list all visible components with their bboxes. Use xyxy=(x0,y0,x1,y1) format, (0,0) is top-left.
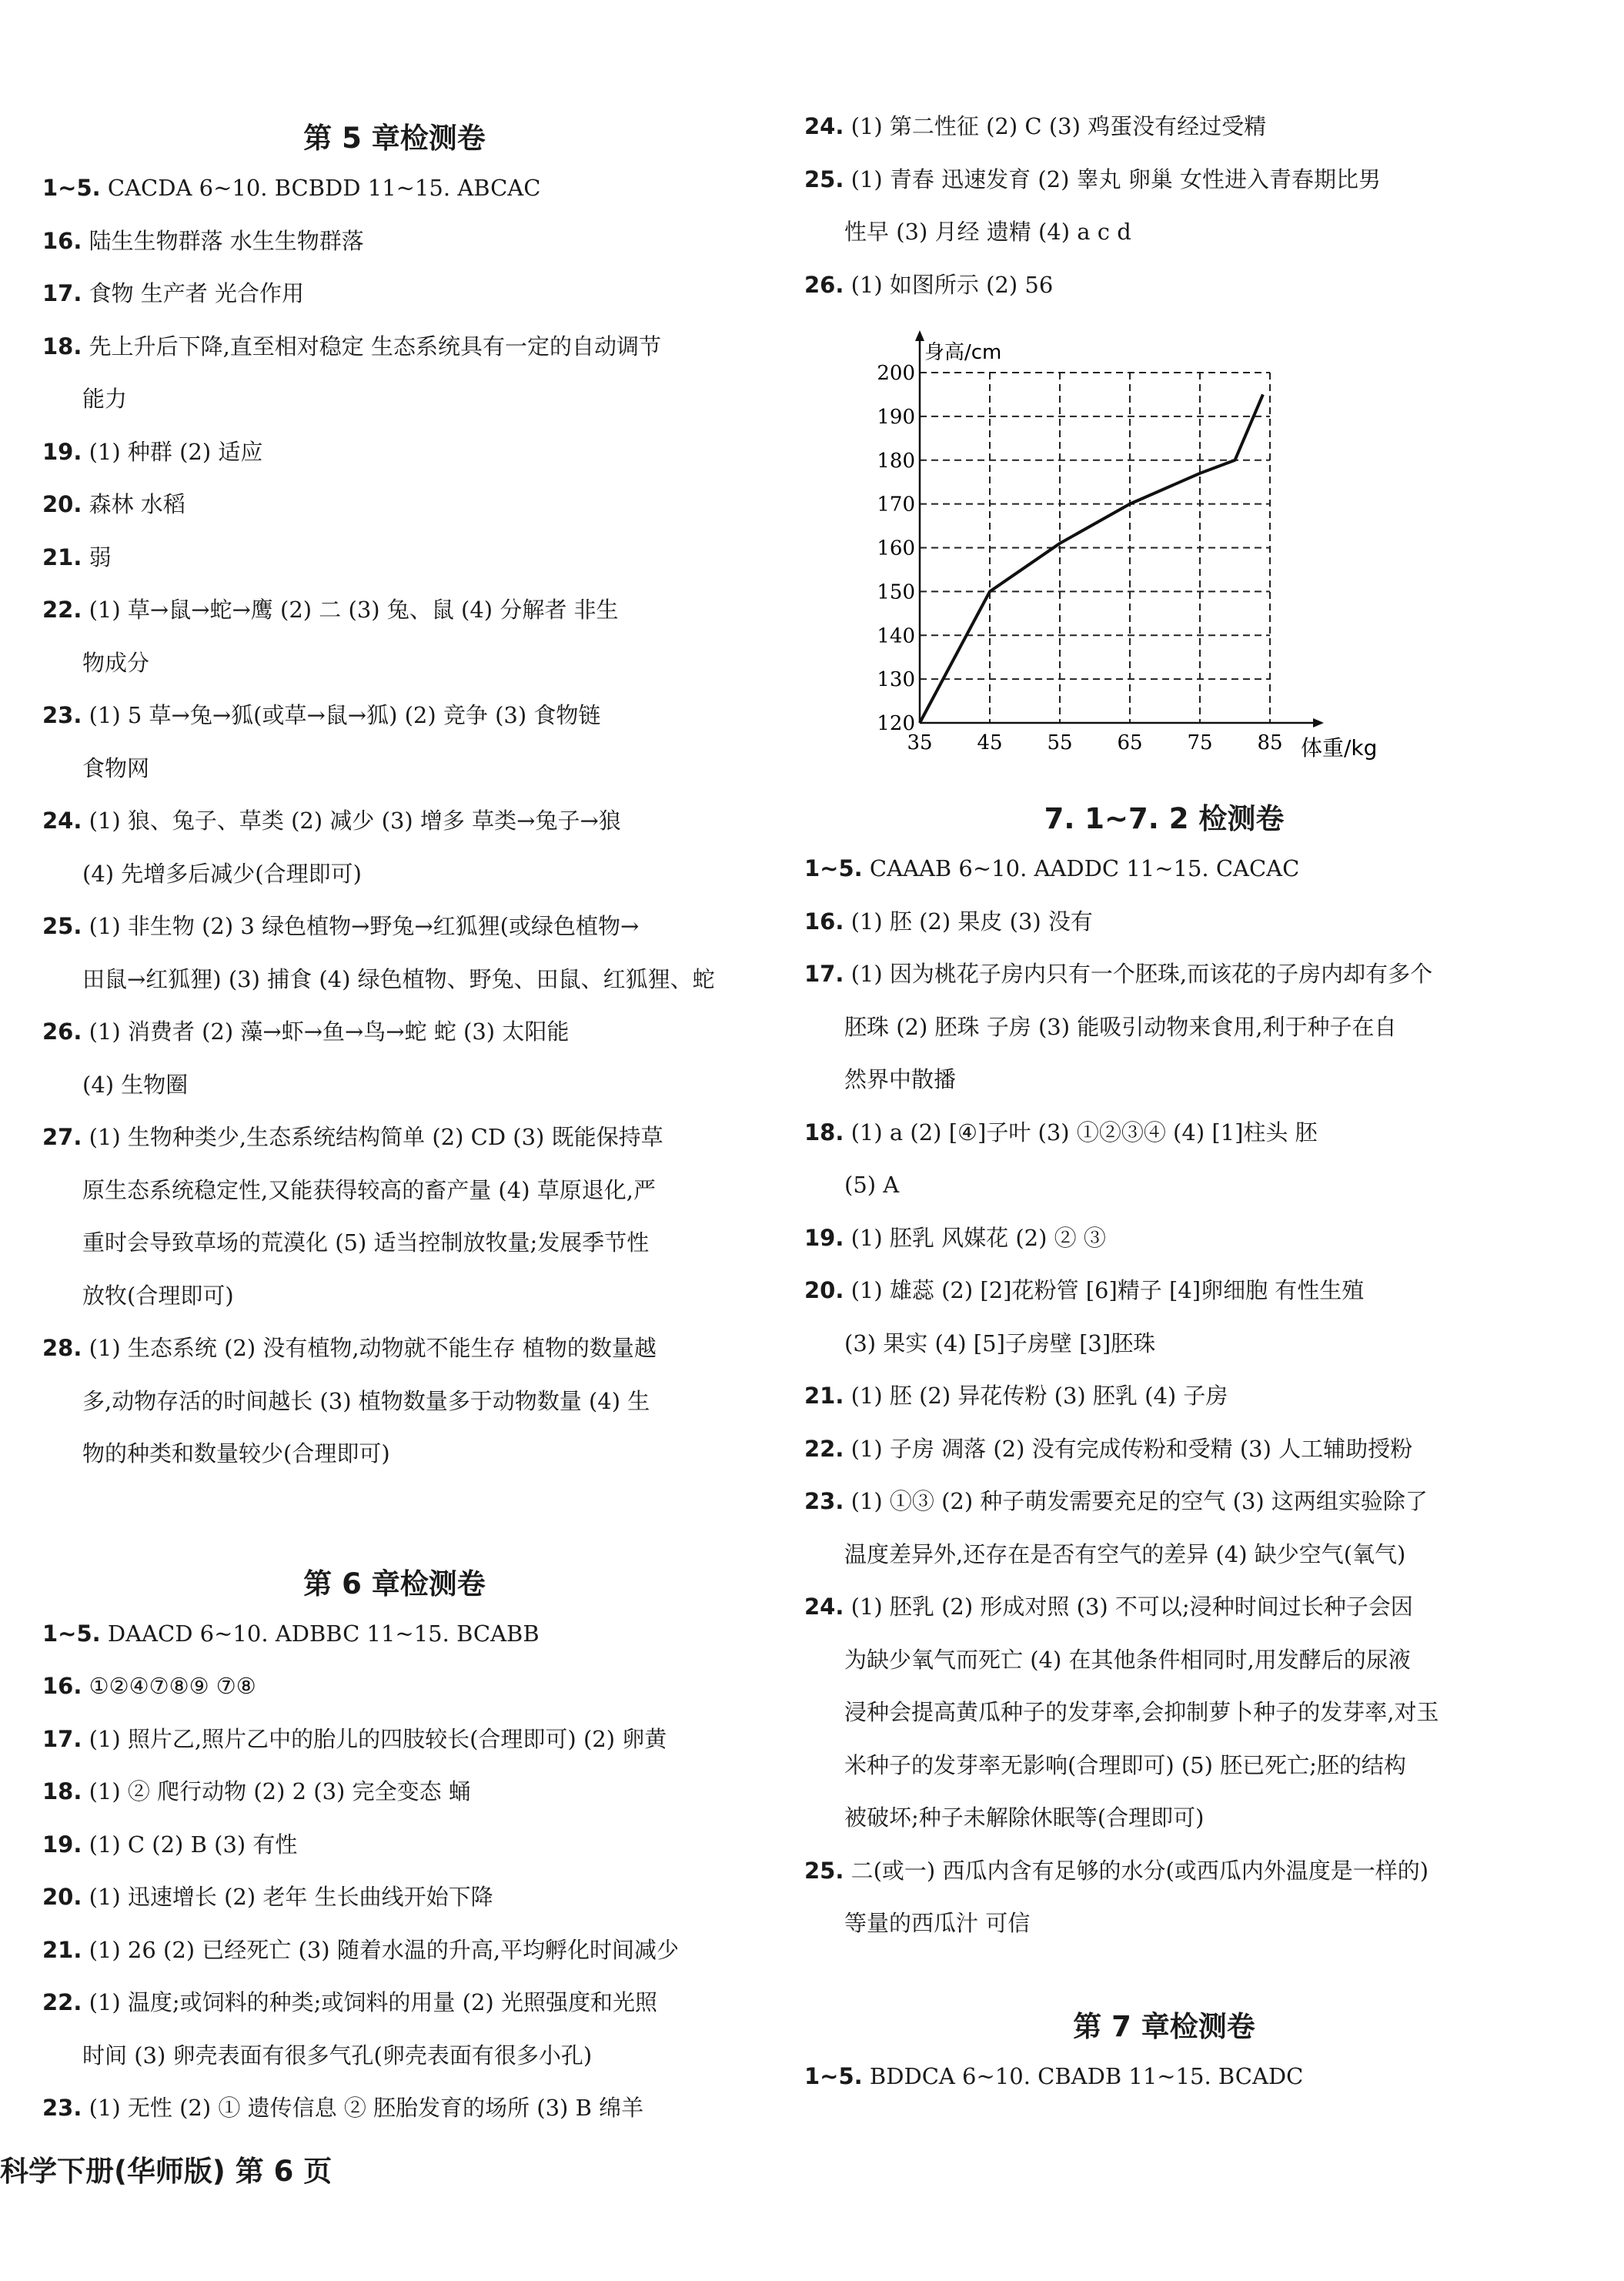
answer-text: (1) 生物种类少,生态系统结构简单 (2) CD (3) 既能保持草 xyxy=(82,1124,663,1150)
question-number: 1~5. xyxy=(804,2062,863,2089)
question-number: 20. xyxy=(42,1884,82,1910)
question-number: 25. xyxy=(804,1857,844,1884)
answer-line xyxy=(42,900,747,953)
answer-text: (1) 胚 (2) 异花传粉 (3) 胚乳 (4) 子房 xyxy=(844,1383,1228,1409)
answer-line xyxy=(42,162,747,215)
answer-text: (1) 照片乙,照片乙中的胎儿的四肢较长(合理即可) (2) 卵黄 xyxy=(82,1725,667,1752)
y-tick-label: 130 xyxy=(877,668,915,692)
y-tick-label: 170 xyxy=(877,493,915,517)
question-number: 24. xyxy=(804,1594,844,1620)
question-number: 22. xyxy=(804,1435,844,1462)
y-tick-label: 140 xyxy=(877,624,915,648)
question-number: 26. xyxy=(42,1018,82,1045)
answer-text: (1) 胚乳 (2) 形成对照 (3) 不可以;浸种时间过长种子会因 xyxy=(844,1594,1413,1620)
question-number: 26. xyxy=(804,271,844,298)
answer-line xyxy=(804,2050,1524,2103)
question-number: 27. xyxy=(42,1124,82,1150)
answer-text: 浸种会提高黄瓜种子的发芽率,会抑制萝卜种子的发芽率,对玉 xyxy=(844,1699,1439,1725)
answer-text: (1) 生态系统 (2) 没有植物,动物就不能生存 植物的数量越 xyxy=(82,1335,657,1361)
answer-line xyxy=(42,1059,747,1112)
answer-text: (3) 果实 (4) [5]子房壁 [3]胚珠 xyxy=(844,1329,1156,1356)
answer-text: (1) C (2) B (3) 有性 xyxy=(82,1831,298,1858)
answer-text: (1) 如图所示 (2) 56 xyxy=(844,271,1054,298)
answer-line xyxy=(804,948,1524,1001)
section-7-1-answers xyxy=(804,842,1524,1950)
x-tick-label: 35 xyxy=(907,731,933,754)
answer-text: (4) 生物圈 xyxy=(82,1071,189,1098)
x-tick-label: 65 xyxy=(1117,731,1143,754)
answer-text: 等量的西瓜汁 可信 xyxy=(844,1910,1031,1936)
question-number: 22. xyxy=(42,597,82,623)
answer-line xyxy=(42,1871,747,1924)
answer-text: CACDA 6~10. BCBDD 11~15. ABCAC xyxy=(100,175,541,201)
answer-line xyxy=(42,689,747,742)
answer-text: CAAAB 6~10. AADDC 11~15. CACAC xyxy=(862,855,1300,881)
y-axis-arrow-icon xyxy=(915,330,924,341)
question-number: 18. xyxy=(42,333,82,360)
answer-text: 温度差异外,还存在是否有空气的差异 (4) 缺少空气(氧气) xyxy=(844,1540,1406,1567)
y-tick-label: 200 xyxy=(877,362,915,385)
answer-line xyxy=(42,1976,747,2029)
answer-text: 多,动物存活的时间越长 (3) 植物数量多于动物数量 (4) 生 xyxy=(82,1387,650,1414)
answer-text: (1) 种群 (2) 适应 xyxy=(82,438,263,465)
answer-line xyxy=(804,1370,1524,1423)
answer-line xyxy=(42,584,747,637)
answer-line xyxy=(804,1791,1524,1845)
answer-text: 胚珠 (2) 胚珠 子房 (3) 能吸引动物来食用,利于种子在自 xyxy=(844,1013,1397,1040)
question-number: 1~5. xyxy=(42,1620,101,1647)
question-number: 21. xyxy=(42,543,82,570)
chapter-5-title: 第 5 章检测卷 xyxy=(303,122,486,155)
height-weight-chart xyxy=(843,319,1397,781)
answer-line xyxy=(804,1580,1524,1634)
answer-line xyxy=(42,1164,747,1217)
question-number: 17. xyxy=(42,1725,82,1752)
y-tick-label: 160 xyxy=(877,537,915,560)
chapter-6-continued-answers xyxy=(804,100,1524,311)
question-number: 21. xyxy=(804,1383,844,1409)
chapter-7-answers xyxy=(804,2050,1524,2103)
question-number: 18. xyxy=(42,1778,82,1804)
question-number: 17. xyxy=(804,961,844,987)
x-axis-label: 体重/kg xyxy=(1301,735,1378,761)
question-number: 16. xyxy=(42,227,82,254)
answer-text: 先上升后下降,直至相对稳定 生态系统具有一定的自动调节 xyxy=(82,333,662,360)
answer-text: 森林 水稻 xyxy=(82,491,185,517)
answer-line xyxy=(804,259,1524,312)
answer-text: 米种子的发芽率无影响(合理即可) (5) 胚已死亡;胚的结构 xyxy=(844,1751,1406,1778)
answer-text: 物成分 xyxy=(82,649,150,676)
answer-text: (5) A xyxy=(844,1172,900,1198)
answer-line xyxy=(42,2082,747,2135)
answer-line xyxy=(804,1106,1524,1159)
answer-line xyxy=(42,1818,747,1871)
answer-line xyxy=(804,153,1524,206)
answer-text: BDDCA 6~10. CBADB 11~15. BCADC xyxy=(862,2062,1304,2089)
answer-line xyxy=(804,1212,1524,1265)
answer-text: 田鼠→红狐狸) (3) 捕食 (4) 绿色植物、野兔、田鼠、红狐狸、蛇 xyxy=(82,965,715,992)
question-number: 22. xyxy=(42,1989,82,2015)
answer-text: (1) 无性 (2) ① 遗传信息 ② 胚胎发育的场所 (3) B 绵羊 xyxy=(82,2095,644,2121)
answer-line xyxy=(804,1634,1524,1687)
answer-text: 被破坏;种子未解除休眠等(合理即可) xyxy=(844,1804,1205,1831)
question-number: 28. xyxy=(42,1335,82,1361)
x-axis-arrow-icon xyxy=(1313,718,1324,727)
chapter-6-answers xyxy=(42,1607,747,2135)
question-number: 25. xyxy=(42,913,82,939)
x-tick-label: 85 xyxy=(1257,731,1283,754)
answer-line xyxy=(804,1528,1524,1581)
answer-line xyxy=(42,2029,747,2082)
answer-text: 陆生生物群落 水生生物群落 xyxy=(82,227,364,254)
answer-line xyxy=(804,100,1524,153)
y-tick-label: 120 xyxy=(877,712,915,735)
answer-text: (1) a (2) [④]子叶 (3) ①②③④ (4) [1]柱头 胚 xyxy=(844,1119,1318,1146)
answer-line xyxy=(42,1607,747,1661)
right-column xyxy=(804,115,1524,2102)
answer-line xyxy=(804,1053,1524,1106)
answer-line xyxy=(804,842,1524,895)
left-column xyxy=(42,115,747,2135)
question-number: 1~5. xyxy=(42,175,101,201)
question-number: 23. xyxy=(42,2095,82,2121)
answer-text: 食物 生产者 光合作用 xyxy=(82,280,305,306)
section-7-1-title: 7. 1~7. 2 检测卷 xyxy=(1044,802,1285,835)
answer-text: 原生态系统稳定性,又能获得较高的畜产量 (4) 草原退化,严 xyxy=(82,1176,656,1203)
chapter-5-answers xyxy=(42,162,747,1480)
series-line-height xyxy=(920,394,1263,723)
answer-text: (1) 26 (2) 已经死亡 (3) 随着水温的升高,平均孵化时间减少 xyxy=(82,1936,680,1963)
answer-text: (1) 青春 迅速发育 (2) 睾丸 卵巢 女性进入青春期比男 xyxy=(844,166,1382,192)
question-number: 19. xyxy=(804,1224,844,1251)
question-number: 16. xyxy=(42,1673,82,1699)
question-number: 17. xyxy=(42,280,82,306)
answer-line xyxy=(42,1269,747,1323)
answer-text: 能力 xyxy=(82,386,128,412)
answer-text: 时间 (3) 卵壳表面有很多气孔(卵壳表面有很多小孔) xyxy=(82,2042,593,2069)
answer-line xyxy=(804,895,1524,948)
answer-text: (1) 雄蕊 (2) [2]花粉管 [6]精子 [4]卵细胞 有性生殖 xyxy=(844,1277,1365,1303)
question-number: 21. xyxy=(42,1936,82,1963)
answer-line xyxy=(42,848,747,901)
answer-text: 二(或一) 西瓜内含有足够的水分(或西瓜内外温度是一样的) xyxy=(844,1857,1429,1884)
answer-text: 放牧(合理即可) xyxy=(82,1282,234,1309)
answer-text: (1) 子房 凋落 (2) 没有完成传粉和受精 (3) 人工辅助授粉 xyxy=(844,1435,1413,1462)
answer-text: (1) 胚乳 风媒花 (2) ② ③ xyxy=(844,1224,1106,1251)
answer-text: (1) 5 草→兔→狐(或草→鼠→狐) (2) 竞争 (3) 食物链 xyxy=(82,702,601,728)
answer-line xyxy=(42,1111,747,1164)
chapter-6-title: 第 6 章检测卷 xyxy=(303,1567,486,1600)
height-weight-chart-area xyxy=(804,311,1524,796)
answer-line xyxy=(42,1713,747,1766)
answer-text: (1) 胚 (2) 果皮 (3) 没有 xyxy=(844,908,1093,935)
answer-line xyxy=(804,1001,1524,1054)
question-number: 24. xyxy=(42,808,82,834)
answer-line xyxy=(42,1005,747,1059)
question-number: 23. xyxy=(42,702,82,728)
answer-line xyxy=(42,953,747,1006)
answer-line xyxy=(42,426,747,479)
question-number: 23. xyxy=(804,1488,844,1514)
answer-line xyxy=(804,1897,1524,1950)
question-number: 16. xyxy=(804,908,844,935)
answer-line xyxy=(804,1317,1524,1370)
answer-line xyxy=(42,373,747,426)
answer-line xyxy=(42,794,747,848)
answer-text: (1) 消费者 (2) 藻→虾→鱼→鸟→蛇 蛇 (3) 太阳能 xyxy=(82,1018,570,1045)
answer-text: (1) 非生物 (2) 3 绿色植物→野兔→红狐狸(或绿色植物→ xyxy=(82,913,640,939)
answer-line xyxy=(42,1322,747,1375)
answer-text: (1) 草→鼠→蛇→鹰 (2) 二 (3) 兔、鼠 (4) 分解者 非生 xyxy=(82,597,619,623)
answer-text: 食物网 xyxy=(82,754,150,781)
answer-text: 为缺少氧气而死亡 (4) 在其他条件相同时,用发酵后的尿液 xyxy=(844,1646,1411,1673)
answer-text: (1) 温度;或饲料的种类;或饲料的用量 (2) 光照强度和光照 xyxy=(82,1989,657,2015)
answer-line xyxy=(804,1845,1524,1898)
answer-text: (1) 因为桃花子房内只有一个胚珠,而该花的子房内却有多个 xyxy=(844,961,1433,987)
answer-line xyxy=(804,1264,1524,1317)
question-number: 18. xyxy=(804,1119,844,1146)
answer-line xyxy=(42,742,747,795)
answer-line xyxy=(42,320,747,373)
answer-line xyxy=(804,1159,1524,1212)
answer-line xyxy=(42,1660,747,1713)
answer-line xyxy=(804,1423,1524,1476)
question-number: 1~5. xyxy=(804,855,863,881)
answer-text: ①②④⑦⑧⑨ ⑦⑧ xyxy=(82,1673,256,1699)
y-tick-label: 150 xyxy=(877,580,915,604)
answer-text: DAACD 6~10. ADBBC 11~15. BCABB xyxy=(100,1620,540,1647)
y-tick-label: 190 xyxy=(877,405,915,429)
question-number: 24. xyxy=(804,113,844,139)
answer-text: (1) ①③ (2) 种子萌发需要充足的空气 (3) 这两组实验除了 xyxy=(844,1488,1428,1514)
answer-line xyxy=(42,267,747,320)
answer-line xyxy=(804,1475,1524,1528)
answer-line xyxy=(42,1375,747,1428)
answer-text: (1) 迅速增长 (2) 老年 生长曲线开始下降 xyxy=(82,1884,493,1910)
x-tick-label: 55 xyxy=(1047,731,1073,754)
question-number: 20. xyxy=(804,1277,844,1303)
answer-text: (1) 第二性征 (2) C (3) 鸡蛋没有经过受精 xyxy=(844,113,1267,139)
page-footer: 科学下册(华师版) 第 6 页 xyxy=(0,2155,332,2188)
y-axis-label: 身高/cm xyxy=(924,341,1002,364)
answer-line xyxy=(42,637,747,690)
answer-text: 性早 (3) 月经 遗精 (4) a c d xyxy=(844,219,1131,245)
x-tick-label: 45 xyxy=(977,731,1003,754)
y-tick-label: 180 xyxy=(877,449,915,473)
question-number: 19. xyxy=(42,438,82,465)
answer-line xyxy=(42,1765,747,1818)
x-tick-label: 75 xyxy=(1187,731,1213,754)
answer-text: (4) 先增多后减少(合理即可) xyxy=(82,860,362,887)
answer-text: 然界中散播 xyxy=(844,1066,957,1092)
chapter-7-title: 第 7 章检测卷 xyxy=(1073,2009,1255,2043)
answer-line xyxy=(42,1427,747,1480)
answer-line xyxy=(42,531,747,584)
question-number: 20. xyxy=(42,491,82,517)
answer-text: 物的种类和数量较少(合理即可) xyxy=(82,1440,390,1467)
answer-text: 重时会导致草场的荒漠化 (5) 适当控制放牧量;发展季节性 xyxy=(82,1229,650,1256)
answer-text: (1) 狼、兔子、草类 (2) 减少 (3) 增多 草类→兔子→狼 xyxy=(82,808,621,834)
answer-line xyxy=(42,1924,747,1977)
answer-text: 弱 xyxy=(82,543,112,570)
question-number: 25. xyxy=(804,166,844,192)
answer-line xyxy=(804,1686,1524,1739)
answer-line xyxy=(804,1739,1524,1792)
answer-line xyxy=(42,1216,747,1269)
answer-line xyxy=(42,215,747,268)
answer-line xyxy=(804,206,1524,259)
answer-line xyxy=(42,478,747,531)
answer-text: (1) ② 爬行动物 (2) 2 (3) 完全变态 蛹 xyxy=(82,1778,471,1804)
question-number: 19. xyxy=(42,1831,82,1858)
